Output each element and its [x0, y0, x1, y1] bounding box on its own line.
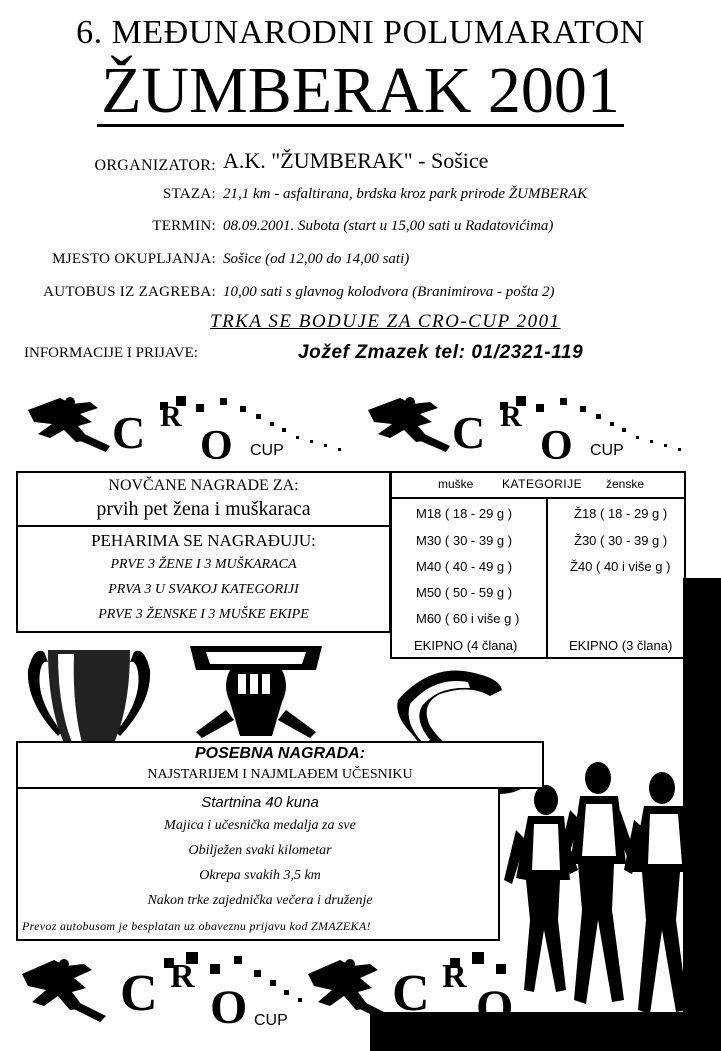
runner-icon	[360, 392, 700, 468]
organizer-value: A.K. "ŽUMBERAK" - Sošice	[223, 148, 489, 173]
men-category: M60 ( 60 i više g )	[416, 611, 520, 626]
trophy-item: PRVA 3 U SVAKOJ KATEGORIJI	[108, 582, 299, 597]
logo-letter-r: R	[442, 958, 467, 995]
cro-cup-note: TRKA SE BODUJE ZA CRO-CUP 2001	[210, 311, 561, 332]
logo-letter-o: O	[210, 981, 248, 1034]
special-prize-title: POSEBNA NAGRADA:	[194, 745, 366, 762]
cro-cup-logo-top-right	[360, 392, 700, 468]
women-team: EKIPNO (3 člana)	[569, 638, 673, 653]
categories-column-divider	[546, 497, 548, 659]
course-label: STAZA:	[162, 186, 216, 202]
cro-cup-logo-bottom-right	[300, 950, 540, 1040]
entry-fee: Startnina 40 kuna	[201, 794, 319, 811]
contact-value: Jožef Zmazek tel: 01/2321-119	[298, 342, 584, 363]
runner-icon	[20, 392, 360, 468]
contact-label: INFORMACIJE I PRIJAVE:	[24, 345, 198, 361]
date-value: 08.09.2001. Subota (start u 15,00 sati u Radatovićima)	[223, 218, 554, 234]
event-title-text: ŽUMBERAK 2001	[97, 58, 624, 127]
men-team: EKIPNO (4 člana)	[414, 638, 518, 653]
bus-label: AUTOBUS IZ ZAGREBA:	[43, 284, 216, 300]
men-category: M40 ( 40 - 49 g )	[416, 559, 513, 574]
course-value: 21,1 km - asfaltirana, brdska kroz park prirode ŽUMBERAK	[223, 186, 588, 202]
event-title	[0, 54, 721, 127]
special-prize-subtitle: NAJSTARIJEM I NAJMLAĐEM UČESNIKU	[147, 767, 413, 782]
women-category: Ž18 ( 18 - 29 g )	[574, 506, 668, 521]
bus-value: 10,00 sati s glavnog kolodvora (Branimirova - pošta 2)	[223, 284, 555, 300]
categories-header: KATEGORIJE	[502, 477, 583, 491]
logo-letter-c: C	[120, 965, 158, 1022]
categories-header-divider	[390, 497, 686, 499]
trophy-item: PRVE 3 ŽENSKE I 3 MUŠKE EKIPE	[98, 607, 309, 622]
men-category: M18 ( 18 - 29 g )	[416, 506, 513, 521]
detail-item: Okrepa svakih 3,5 km	[199, 868, 321, 883]
meeting-label: MJESTO OKUPLJANJA:	[52, 251, 216, 267]
trophy-title: PEHARIMA SE NAGRAĐUJU:	[91, 531, 316, 550]
prizes-title: NOVČANE NAGRADE ZA:	[108, 477, 299, 494]
men-header: muške	[438, 477, 474, 491]
prizes-divider	[16, 525, 391, 527]
logo-cup-text: CUP	[590, 442, 624, 459]
meeting-value: Sošice (od 12,00 do 14,00 sati)	[223, 251, 410, 267]
detail-item: Obilježen svaki kilometar	[188, 843, 332, 858]
cro-cup-logo-top-left	[20, 392, 360, 468]
logo-letter-c: C	[392, 965, 430, 1022]
detail-item: Majica i učesnička medalja za sve	[164, 818, 356, 833]
women-category: Ž40 ( 40 i više g )	[570, 559, 671, 574]
men-category: M50 ( 50 - 59 g )	[416, 585, 513, 600]
fist-money-icon	[186, 640, 326, 740]
logo-letter-r: R	[160, 400, 182, 433]
logo-letter-o: O	[476, 981, 514, 1034]
women-header: ženske	[606, 477, 645, 491]
bus-free-note: Prevoz autobusom je besplatan uz obaveznu prijavu kod ZMAZEKA!	[22, 919, 371, 933]
logo-letter-o: O	[540, 423, 573, 469]
organizer-label: ORGANIZATOR:	[94, 157, 216, 174]
event-subtitle: 6. MEĐUNARODNI POLUMARATON	[76, 14, 645, 51]
logo-letter-c: C	[452, 407, 486, 458]
logo-letter-o: O	[200, 423, 233, 469]
prizes-subtitle: prvih pet žena i muškaraca	[96, 498, 311, 520]
trophy-item: PRVE 3 ŽENE I 3 MUŠKARACA	[110, 557, 297, 572]
logo-letter-c: C	[112, 407, 146, 458]
logo-letter-r: R	[500, 400, 522, 433]
logo-letter-r: R	[170, 958, 195, 995]
women-category: Ž30 ( 30 - 39 g )	[574, 533, 668, 548]
logo-cup-text: CUP	[250, 442, 284, 459]
detail-item: Nakon trke zajednička večera i druženje	[147, 893, 373, 908]
men-category: M30 ( 30 - 39 g )	[416, 533, 513, 548]
date-label: TERMIN:	[152, 218, 216, 234]
logo-cup-text: CUP	[254, 1012, 288, 1029]
